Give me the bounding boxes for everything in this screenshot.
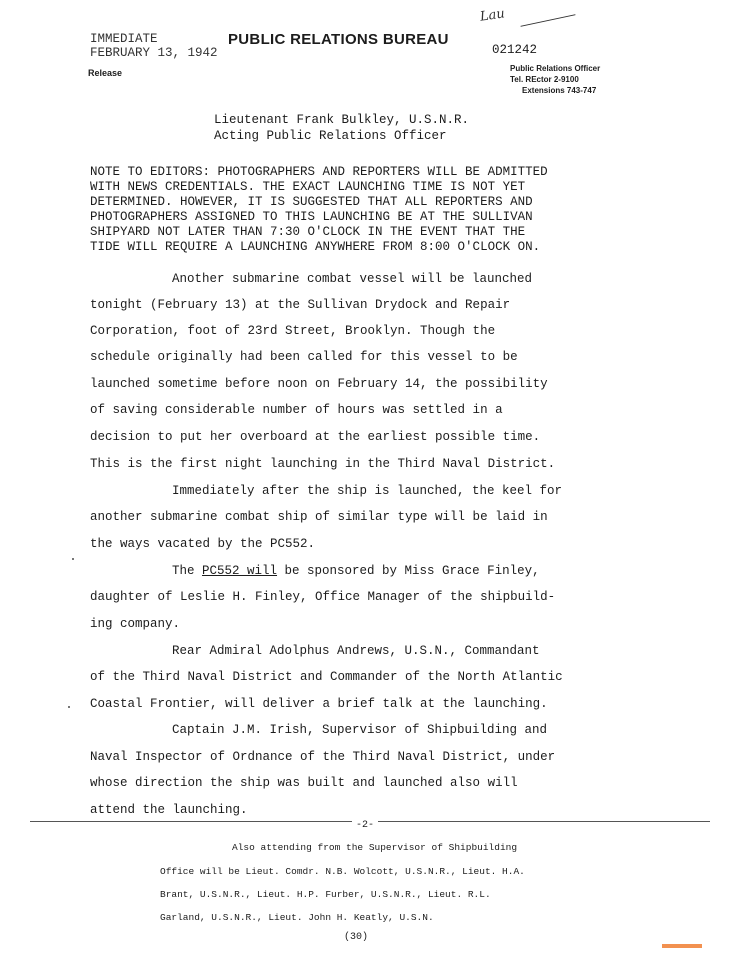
body-line: the ways vacated by the PC552. xyxy=(90,537,316,551)
release-timing xyxy=(90,32,218,60)
body-line: another submarine combat ship of similar type will be laid in xyxy=(90,510,548,524)
contact-title: Public Relations Officer xyxy=(510,64,601,73)
vessel-name-underlined: PC552 will xyxy=(202,564,278,578)
note-line: WITH NEWS CREDENTIALS. THE EXACT LAUNCHING TIME IS NOT YET xyxy=(90,180,526,194)
note-line: SHIPYARD NOT LATER THAN 7:30 O'CLOCK IN THE EVENT THAT THE xyxy=(90,225,526,239)
orange-mark xyxy=(662,944,702,948)
document-number: 021242 xyxy=(492,43,538,57)
body-line: whose direction the ship was built and launched also will xyxy=(90,776,518,790)
footer-line: Brant, U.S.N.R., Lieut. H.P. Furber, U.S.N.R., Lieut. R.L. xyxy=(160,889,491,900)
note-line: PHOTOGRAPHERS ASSIGNED TO THIS LAUNCHING BE AT THE SULLIVAN xyxy=(90,210,533,224)
body-line: Immediately after the ship is launched, the keel for xyxy=(172,484,563,498)
note-line: NOTE TO EDITORS: PHOTOGRAPHERS AND REPORTERS WILL BE ADMITTED xyxy=(90,165,548,179)
body-line: Corporation, foot of 23rd Street, Brooklyn. Though the xyxy=(90,324,496,338)
footer-line: Garland, U.S.N.R., Lieut. John H. Keatly, U.S.N. xyxy=(160,912,434,923)
note-to-editors xyxy=(90,165,548,255)
body-line: launched sometime before noon on February 14, the possibility xyxy=(90,377,548,391)
note-line: DETERMINED. HOWEVER, IT IS SUGGESTED THAT ALL REPORTERS AND xyxy=(90,195,533,209)
officer-block xyxy=(214,112,469,144)
handwritten-underline xyxy=(521,14,576,27)
page-2-marker: -2- xyxy=(352,820,378,831)
handwritten-note: Lau xyxy=(479,6,506,25)
body-line: Rear Admiral Adolphus Andrews, U.S.N., Commandant xyxy=(172,644,540,658)
margin-speck xyxy=(68,706,70,708)
note-line: TIDE WILL REQUIRE A LAUNCHING ANYWHERE FROM 8:00 O'CLOCK ON. xyxy=(90,240,541,254)
body-line: attend the launching. xyxy=(90,803,248,817)
immediate-label: IMMEDIATE xyxy=(90,32,158,46)
body-line: daughter of Leslie H. Finley, Office Manager of the shipbuild- xyxy=(90,590,556,604)
margin-speck xyxy=(72,558,74,560)
body-line: Naval Inspector of Ordnance of the Third Naval District, under xyxy=(90,750,556,764)
body-line: Captain J.M. Irish, Supervisor of Shipbuilding and xyxy=(172,723,548,737)
body-line: tonight (February 13) at the Sullivan Drydock and Repair xyxy=(90,298,511,312)
officer-name: Lieutenant Frank Bulkley, U.S.N.R. xyxy=(214,113,470,127)
body-line: Another submarine combat vessel will be launched xyxy=(172,272,533,286)
sponsor-rest: be sponsored by Miss Grace Finley, xyxy=(277,564,540,578)
body-line: decision to put her overboard at the earliest possible time. xyxy=(90,430,541,444)
footer-line: Also attending from the Supervisor of Shipbuilding xyxy=(232,842,518,853)
sponsor-prefix: The xyxy=(172,564,203,578)
contact-extensions: Extensions 743-747 xyxy=(522,86,597,95)
body-line: of the Third Naval District and Commander of the North Atlantic xyxy=(90,670,563,684)
officer-title: Acting Public Relations Officer xyxy=(214,129,447,143)
contact-block xyxy=(510,63,600,96)
body-line: This is the first night launching in the Third Naval District. xyxy=(90,457,556,471)
body-line xyxy=(172,564,540,578)
body-line: of saving considerable number of hours was settled in a xyxy=(90,403,503,417)
contact-phone: Tel. REctor 2-9100 xyxy=(510,75,579,84)
body-line: Coastal Frontier, will deliver a brief talk at the launching. xyxy=(90,697,548,711)
release-label: Release xyxy=(88,68,123,78)
body-line: schedule originally had been called for this vessel to be xyxy=(90,350,518,364)
body-line: ing company. xyxy=(90,617,181,631)
page-number: (30) xyxy=(344,932,369,943)
bureau-title: PUBLIC RELATIONS BUREAU xyxy=(228,31,449,48)
release-date: FEBRUARY 13, 1942 xyxy=(90,46,218,60)
footer-line: Office will be Lieut. Comdr. N.B. Wolcott, U.S.N.R., Lieut. H.A. xyxy=(160,866,525,877)
